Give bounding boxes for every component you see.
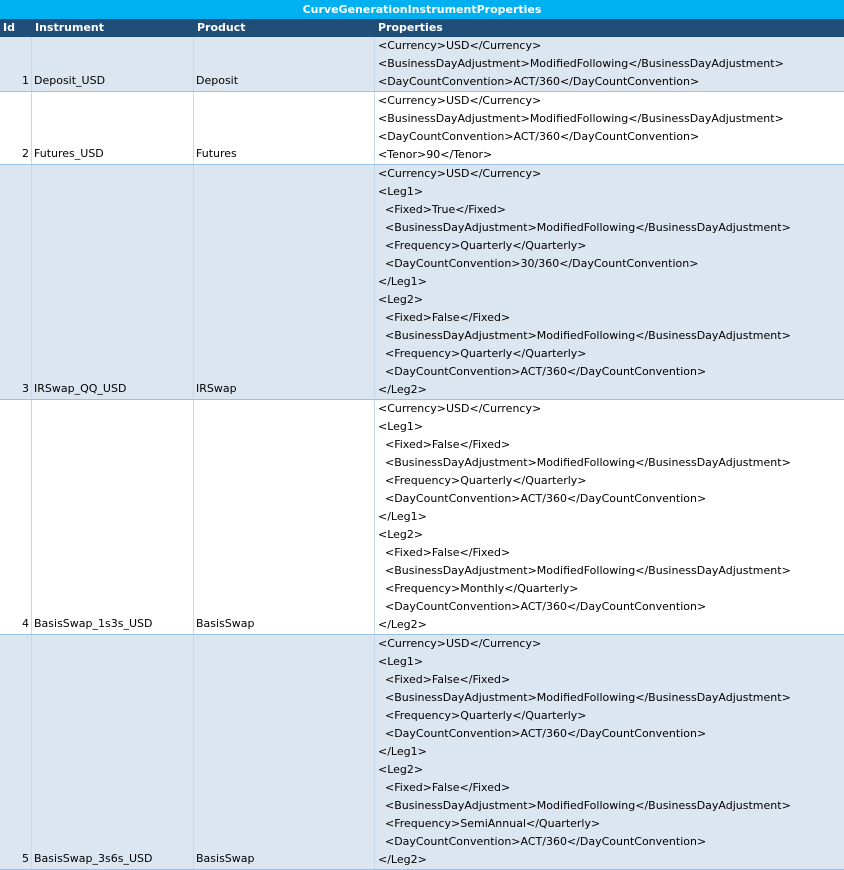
header-instrument[interactable]: Instrument — [35, 21, 104, 34]
property-line: <BusinessDayAdjustment>ModifiedFollowing</BusinessDayAdjustment> — [378, 564, 791, 577]
property-line: <Leg1> — [378, 185, 424, 198]
property-line: </Leg2> — [378, 853, 427, 866]
cell-product[interactable]: BasisSwap — [194, 400, 375, 634]
cell-id[interactable]: 5 — [0, 635, 32, 869]
property-line: <Tenor>90</Tenor> — [378, 148, 493, 161]
cell-product[interactable]: IRSwap — [194, 165, 375, 399]
cell-instrument[interactable]: Futures_USD — [32, 92, 194, 164]
property-line: <DayCountConvention>ACT/360</DayCountConvention> — [378, 727, 707, 740]
header-product[interactable]: Product — [197, 21, 246, 34]
property-line: </Leg2> — [378, 383, 427, 396]
property-line: </Leg1> — [378, 510, 427, 523]
table-row — [0, 165, 844, 400]
property-line: <BusinessDayAdjustment>ModifiedFollowing</BusinessDayAdjustment> — [378, 221, 791, 234]
property-line: <Frequency>Quarterly</Quarterly> — [378, 709, 587, 722]
property-line: <Fixed>False</Fixed> — [378, 673, 511, 686]
property-line: <Frequency>Quarterly</Quarterly> — [378, 474, 587, 487]
property-line: <DayCountConvention>ACT/360</DayCountConvention> — [378, 365, 707, 378]
property-line: <Frequency>Quarterly</Quarterly> — [378, 239, 587, 252]
cell-instrument[interactable]: BasisSwap_3s6s_USD — [32, 635, 194, 869]
header-id[interactable]: Id — [3, 21, 15, 34]
property-line: <Fixed>False</Fixed> — [378, 781, 511, 794]
property-line: <Currency>USD</Currency> — [378, 402, 542, 415]
table-title[interactable]: CurveGenerationInstrumentProperties — [0, 0, 844, 19]
cell-instrument[interactable]: Deposit_USD — [32, 37, 194, 91]
property-line: <DayCountConvention>ACT/360</DayCountConvention> — [378, 130, 700, 143]
cell-id[interactable]: 2 — [0, 92, 32, 164]
property-line: <Currency>USD</Currency> — [378, 637, 542, 650]
property-line: <Frequency>SemiAnnual</Quarterly> — [378, 817, 601, 830]
cell-product[interactable]: Deposit — [194, 37, 375, 91]
table-body — [0, 37, 844, 870]
header-row — [0, 19, 844, 37]
property-line: <DayCountConvention>30/360</DayCountConvention> — [378, 257, 699, 270]
property-line: <BusinessDayAdjustment>ModifiedFollowing</BusinessDayAdjustment> — [378, 329, 791, 342]
property-line: <BusinessDayAdjustment>ModifiedFollowing</BusinessDayAdjustment> — [378, 112, 784, 125]
property-line: <DayCountConvention>ACT/360</DayCountConvention> — [378, 835, 707, 848]
property-line: <Leg1> — [378, 420, 424, 433]
property-line: </Leg1> — [378, 745, 427, 758]
cell-product[interactable]: BasisSwap — [194, 635, 375, 869]
property-line: <Fixed>True</Fixed> — [378, 203, 506, 216]
property-line: <BusinessDayAdjustment>ModifiedFollowing</BusinessDayAdjustment> — [378, 57, 784, 70]
cell-product[interactable]: Futures — [194, 92, 375, 164]
table-row — [0, 92, 844, 165]
property-line: <DayCountConvention>ACT/360</DayCountConvention> — [378, 75, 700, 88]
property-line: <Currency>USD</Currency> — [378, 39, 542, 52]
cell-instrument[interactable]: IRSwap_QQ_USD — [32, 165, 194, 399]
property-line: <Fixed>False</Fixed> — [378, 546, 511, 559]
cell-id[interactable]: 1 — [0, 37, 32, 91]
table-row — [0, 635, 844, 870]
property-line: <BusinessDayAdjustment>ModifiedFollowing</BusinessDayAdjustment> — [378, 799, 791, 812]
cell-properties[interactable] — [375, 400, 844, 634]
cell-properties[interactable] — [375, 92, 844, 164]
property-line: <Fixed>False</Fixed> — [378, 311, 511, 324]
cell-instrument[interactable]: BasisSwap_1s3s_USD — [32, 400, 194, 634]
cell-properties[interactable] — [375, 165, 844, 399]
property-line: </Leg1> — [378, 275, 427, 288]
property-line: <Fixed>False</Fixed> — [378, 438, 511, 451]
property-line: <Leg2> — [378, 763, 424, 776]
property-line: <Currency>USD</Currency> — [378, 167, 542, 180]
cell-properties[interactable] — [375, 37, 844, 91]
property-line: <DayCountConvention>ACT/360</DayCountConvention> — [378, 492, 707, 505]
property-line: <Leg1> — [378, 655, 424, 668]
cell-id[interactable]: 4 — [0, 400, 32, 634]
table-row — [0, 37, 844, 92]
property-line: <DayCountConvention>ACT/360</DayCountConvention> — [378, 600, 707, 613]
cell-id[interactable]: 3 — [0, 165, 32, 399]
property-line: <BusinessDayAdjustment>ModifiedFollowing</BusinessDayAdjustment> — [378, 691, 791, 704]
cell-properties[interactable] — [375, 635, 844, 869]
property-line: </Leg2> — [378, 618, 427, 631]
property-line: <Frequency>Quarterly</Quarterly> — [378, 347, 587, 360]
header-properties[interactable]: Properties — [378, 21, 443, 34]
property-line: <BusinessDayAdjustment>ModifiedFollowing</BusinessDayAdjustment> — [378, 456, 791, 469]
table-row — [0, 400, 844, 635]
property-line: <Leg2> — [378, 528, 424, 541]
property-line: <Currency>USD</Currency> — [378, 94, 542, 107]
property-line: <Frequency>Monthly</Quarterly> — [378, 582, 579, 595]
property-line: <Leg2> — [378, 293, 424, 306]
